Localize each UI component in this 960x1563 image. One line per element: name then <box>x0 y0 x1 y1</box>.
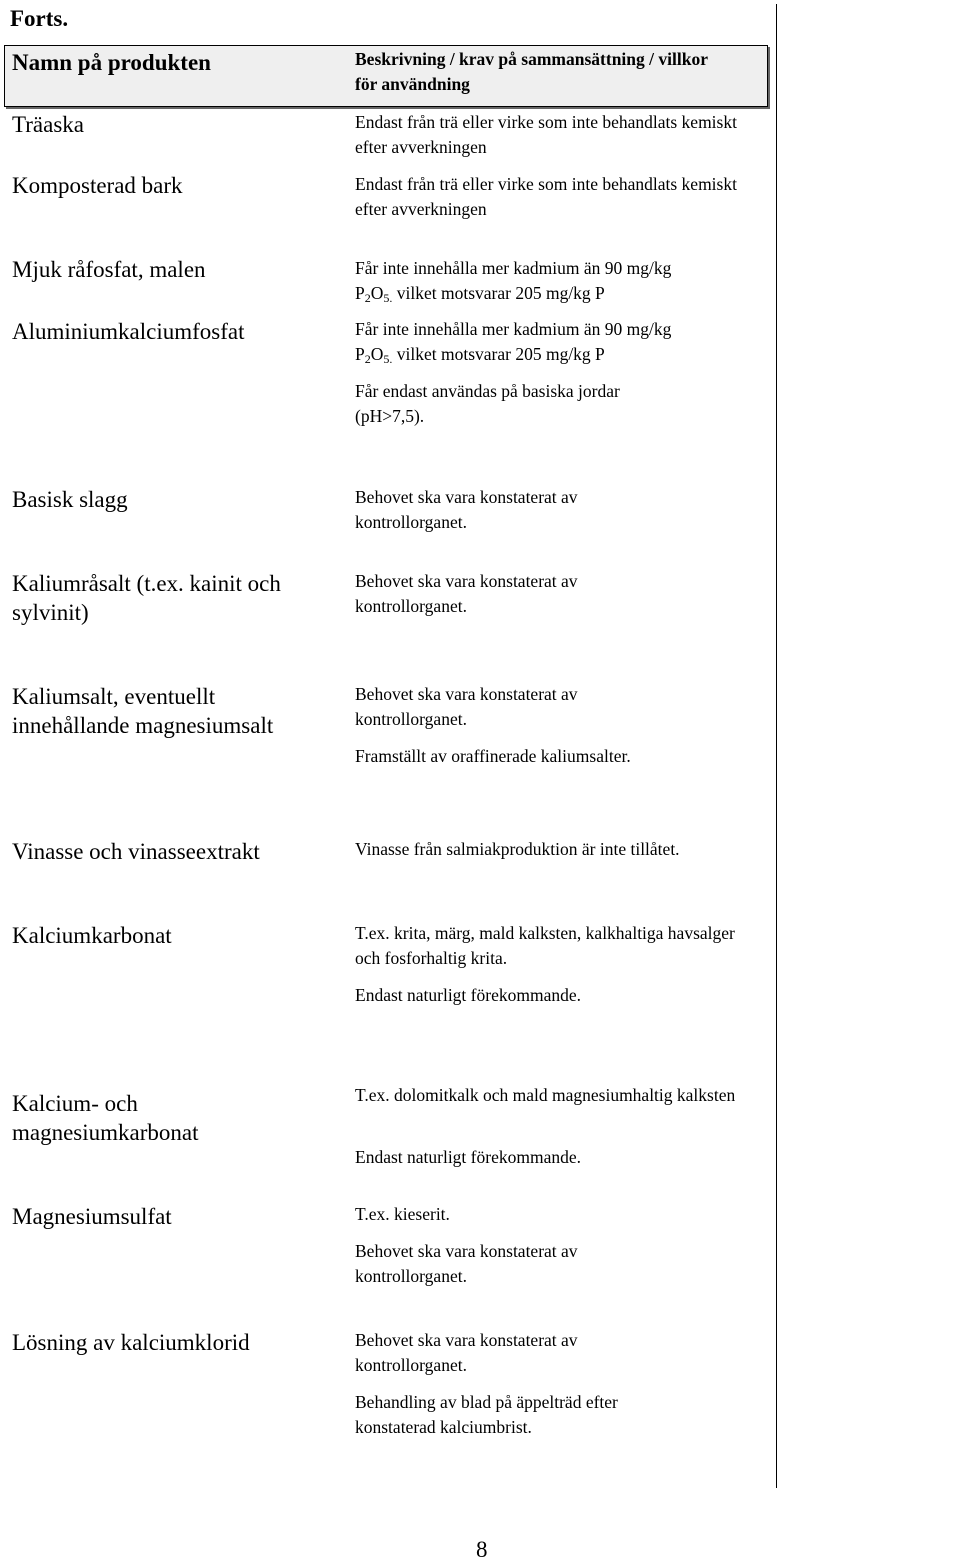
continued-label: Forts. <box>10 6 69 31</box>
header-product-name: Namn på produkten <box>12 50 211 75</box>
product-description: Endast naturligt förekommande. <box>355 985 581 1005</box>
product-description: Behovet ska vara konstaterat av kontrollorganet. <box>355 684 578 729</box>
product-description: Endast naturligt förekommande. <box>355 1147 581 1167</box>
column-border-right <box>776 4 777 1488</box>
product-name: Kaliumråsalt (t.ex. kainit och sylvinit) <box>12 571 281 625</box>
header-description: Beskrivning / krav på sammansättning / villkor för användning <box>355 49 708 94</box>
product-description: Får inte innehålla mer kadmium än 90 mg/kg <box>355 258 672 278</box>
product-description: Vinasse från salmiakproduktion är inte tillåtet. <box>355 839 680 859</box>
product-description: Endast från trä eller virke som inte behandlats kemiskt efter avverkningen <box>355 174 737 219</box>
product-name: Basisk slagg <box>12 487 128 512</box>
product-name: Lösning av kalciumklorid <box>12 1330 250 1355</box>
product-description: Framställt av oraffinerade kaliumsalter. <box>355 746 631 766</box>
product-description-formula: $P_2O_{5.}$ vilket motsvarar 205 mg/kg P <box>355 283 605 305</box>
product-name: Kalciumkarbonat <box>12 923 172 948</box>
product-description: Behovet ska vara konstaterat av kontrollorganet. <box>355 1330 578 1375</box>
product-name: Vinasse och vinasseextrakt <box>12 839 260 864</box>
product-description-formula: $P_2O_{5.}$ vilket motsvarar 205 mg/kg P <box>355 344 605 366</box>
product-name: Aluminiumkalciumfosfat <box>12 319 245 344</box>
product-description: T.ex. kieserit. <box>355 1204 450 1224</box>
page-number: 8 <box>476 1537 488 1562</box>
product-name: Komposterad bark <box>12 173 183 198</box>
product-description: Behovet ska vara konstaterat av kontrollorganet. <box>355 571 578 616</box>
product-name: Kaliumsalt, eventuellt innehållande magnesiumsalt <box>12 684 274 738</box>
product-name: Mjuk råfosfat, malen <box>12 257 206 282</box>
product-description: Får inte innehålla mer kadmium än 90 mg/kg <box>355 319 672 339</box>
product-description: T.ex. dolomitkalk och mald magnesiumhaltig kalksten <box>355 1085 736 1105</box>
product-description: T.ex. krita, märg, mald kalksten, kalkhaltiga havsalger och fosforhaltig krita. <box>355 923 735 968</box>
product-name: Magnesiumsulfat <box>12 1204 172 1229</box>
product-description: Behandling av blad på äppelträd efter konstaterad kalciumbrist. <box>355 1392 618 1437</box>
product-description: Får endast användas på basiska jordar (pH>7,5). <box>355 381 620 426</box>
product-description: Behovet ska vara konstaterat av kontrollorganet. <box>355 1241 578 1286</box>
product-description: Behovet ska vara konstaterat av kontrollorganet. <box>355 487 578 532</box>
product-name: Träaska <box>12 112 84 137</box>
product-description: Endast från trä eller virke som inte behandlats kemiskt efter avverkningen <box>355 112 737 157</box>
product-name: Kalcium- och magnesiumkarbonat <box>12 1091 199 1145</box>
